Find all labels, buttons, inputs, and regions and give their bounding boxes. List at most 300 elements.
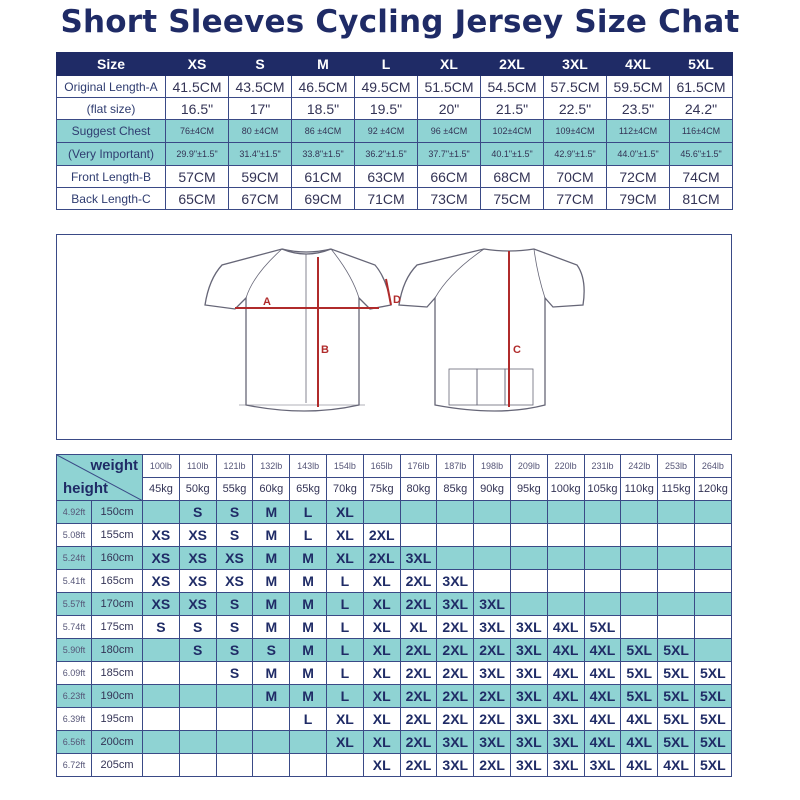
height-ft-cell: 5.90ft <box>57 639 92 662</box>
recommended-size-cell: M <box>290 570 327 593</box>
weight-kg-cell: 100kg <box>547 478 584 501</box>
recommended-size-cell: 2XL <box>363 547 400 570</box>
recommended-size-cell: 4XL <box>547 616 584 639</box>
recommended-size-cell: 5XL <box>694 662 731 685</box>
recommended-size-cell <box>179 754 216 777</box>
weight-lb-cell: 165lb <box>363 455 400 478</box>
recommended-size-cell: 2XL <box>437 662 474 685</box>
size-cell: 43.5CM <box>229 76 292 98</box>
recommended-size-cell: 3XL <box>510 616 547 639</box>
size-row-label: Front Length-B <box>57 166 166 188</box>
recommended-size-cell: 4XL <box>584 708 621 731</box>
recommended-size-cell: M <box>290 639 327 662</box>
recommended-size-cell: M <box>290 685 327 708</box>
recommended-size-cell: 5XL <box>621 662 658 685</box>
weight-lb-cell: 264lb <box>694 455 731 478</box>
recommended-size-cell <box>143 662 180 685</box>
recommended-size-cell: XS <box>143 547 180 570</box>
recommended-size-cell: XS <box>216 570 253 593</box>
corner-cell <box>57 455 143 501</box>
recommended-size-cell: 3XL <box>400 547 437 570</box>
recommended-size-cell <box>474 524 511 547</box>
size-cell: 74CM <box>670 166 733 188</box>
height-cm-cell: 200cm <box>92 731 143 754</box>
size-cell: 73CM <box>418 188 481 210</box>
size-row-label: Back Length-C <box>57 188 166 210</box>
recommended-size-cell: 4XL <box>547 662 584 685</box>
size-cell: 46.5CM <box>292 76 355 98</box>
recommended-size-cell: 3XL <box>474 593 511 616</box>
recommended-size-cell <box>179 731 216 754</box>
recommended-size-cell: 2XL <box>363 524 400 547</box>
recommended-size-cell: 5XL <box>658 639 695 662</box>
recommended-size-cell: 2XL <box>474 708 511 731</box>
size-cell: 44.0"±1.5" <box>607 143 670 166</box>
recommended-size-cell <box>474 501 511 524</box>
recommended-size-cell <box>290 731 327 754</box>
height-cm-cell: 180cm <box>92 639 143 662</box>
recommended-size-cell <box>179 708 216 731</box>
size-row-label: Suggest Chest <box>57 120 166 143</box>
recommended-size-cell: XL <box>363 685 400 708</box>
recommended-size-cell: S <box>179 616 216 639</box>
recommended-size-cell <box>694 547 731 570</box>
recommended-size-cell <box>143 708 180 731</box>
weight-lb-cell: 121lb <box>216 455 253 478</box>
weight-kg-cell: 45kg <box>143 478 180 501</box>
size-header-cell: XL <box>418 53 481 76</box>
size-cell: 59CM <box>229 166 292 188</box>
recommended-size-cell <box>474 547 511 570</box>
recommended-size-cell: XS <box>143 524 180 547</box>
height-row <box>57 708 732 731</box>
recommended-size-cell <box>216 708 253 731</box>
recommended-size-cell: 3XL <box>474 731 511 754</box>
size-cell: 51.5CM <box>418 76 481 98</box>
recommended-size-cell <box>253 754 290 777</box>
weight-kg-row <box>57 478 732 501</box>
size-row <box>57 166 733 188</box>
size-cell: 31.4"±1.5" <box>229 143 292 166</box>
size-cell: 57.5CM <box>544 76 607 98</box>
recommended-size-cell: S <box>216 593 253 616</box>
recommended-size-cell <box>621 593 658 616</box>
recommended-size-cell <box>658 501 695 524</box>
size-cell: 75CM <box>481 188 544 210</box>
recommended-size-cell: L <box>290 501 327 524</box>
recommended-size-cell: 3XL <box>547 731 584 754</box>
recommended-size-cell: 3XL <box>510 685 547 708</box>
recommended-size-cell: XL <box>363 708 400 731</box>
recommended-size-cell: XS <box>143 570 180 593</box>
size-cell: 16.5" <box>166 98 229 120</box>
recommended-size-cell <box>547 501 584 524</box>
weight-kg-cell: 80kg <box>400 478 437 501</box>
height-row <box>57 731 732 754</box>
size-cell: 59.5CM <box>607 76 670 98</box>
recommended-size-cell: S <box>216 662 253 685</box>
recommended-size-cell: 5XL <box>694 708 731 731</box>
height-row <box>57 754 732 777</box>
weight-axis-label: weight <box>90 457 138 474</box>
weight-kg-cell: 60kg <box>253 478 290 501</box>
recommended-size-cell: M <box>253 501 290 524</box>
recommended-size-cell: XL <box>363 639 400 662</box>
recommended-size-cell: L <box>290 524 327 547</box>
size-cell: 24.2" <box>670 98 733 120</box>
label-b: B <box>321 344 329 356</box>
recommended-size-cell: M <box>253 570 290 593</box>
size-row <box>57 76 733 98</box>
recommended-size-cell <box>143 754 180 777</box>
size-cell: 61.5CM <box>670 76 733 98</box>
recommended-size-cell: 2XL <box>400 662 437 685</box>
recommended-size-cell: L <box>326 685 363 708</box>
recommended-size-cell <box>179 685 216 708</box>
size-row <box>57 188 733 210</box>
recommended-size-cell <box>474 570 511 593</box>
weight-kg-cell: 105kg <box>584 478 621 501</box>
recommended-size-cell: 4XL <box>621 731 658 754</box>
recommended-size-cell <box>658 524 695 547</box>
size-cell: 20" <box>418 98 481 120</box>
size-cell: 63CM <box>355 166 418 188</box>
recommended-size-cell <box>510 593 547 616</box>
height-cm-cell: 155cm <box>92 524 143 547</box>
height-weight-table <box>56 454 732 777</box>
size-cell: 21.5" <box>481 98 544 120</box>
recommended-size-cell: S <box>216 524 253 547</box>
recommended-size-cell: L <box>326 639 363 662</box>
weight-lb-cell: 100lb <box>143 455 180 478</box>
recommended-size-cell: M <box>253 524 290 547</box>
recommended-size-cell: 5XL <box>694 685 731 708</box>
size-row-label: (flat size) <box>57 98 166 120</box>
recommended-size-cell <box>143 685 180 708</box>
size-cell: 71CM <box>355 188 418 210</box>
recommended-size-cell <box>621 501 658 524</box>
recommended-size-cell: 4XL <box>584 639 621 662</box>
height-row <box>57 570 732 593</box>
recommended-size-cell <box>658 570 695 593</box>
size-cell: 45.6"±1.5" <box>670 143 733 166</box>
recommended-size-cell: XL <box>363 616 400 639</box>
size-cell: 69CM <box>292 188 355 210</box>
height-cm-cell: 190cm <box>92 685 143 708</box>
height-ft-cell: 5.24ft <box>57 547 92 570</box>
weight-kg-cell: 50kg <box>179 478 216 501</box>
height-row <box>57 639 732 662</box>
size-cell: 23.5" <box>607 98 670 120</box>
size-cell: 81CM <box>670 188 733 210</box>
height-row <box>57 524 732 547</box>
weight-kg-cell: 70kg <box>326 478 363 501</box>
recommended-size-cell <box>584 593 621 616</box>
recommended-size-cell: 5XL <box>694 754 731 777</box>
size-cell: 40.1"±1.5" <box>481 143 544 166</box>
weight-lb-cell: 198lb <box>474 455 511 478</box>
recommended-size-cell: XS <box>179 547 216 570</box>
weight-lb-cell: 253lb <box>658 455 695 478</box>
size-cell: 109±4CM <box>544 120 607 143</box>
weight-kg-cell: 95kg <box>510 478 547 501</box>
size-row <box>57 98 733 120</box>
size-cell: 116±4CM <box>670 120 733 143</box>
recommended-size-cell: 2XL <box>400 708 437 731</box>
recommended-size-cell: M <box>290 593 327 616</box>
height-cm-cell: 150cm <box>92 501 143 524</box>
size-cell: 79CM <box>607 188 670 210</box>
size-cell: 67CM <box>229 188 292 210</box>
recommended-size-cell: 5XL <box>658 708 695 731</box>
recommended-size-cell: 4XL <box>621 754 658 777</box>
recommended-size-cell: 3XL <box>547 708 584 731</box>
recommended-size-cell: 5XL <box>658 685 695 708</box>
size-cell: 92 ±4CM <box>355 120 418 143</box>
weight-lb-cell: 154lb <box>326 455 363 478</box>
recommended-size-cell: 4XL <box>584 685 621 708</box>
recommended-size-cell <box>510 547 547 570</box>
recommended-size-cell: 4XL <box>584 662 621 685</box>
recommended-size-cell: XS <box>216 547 253 570</box>
size-cell: 68CM <box>481 166 544 188</box>
recommended-size-cell: 4XL <box>658 754 695 777</box>
height-cm-cell: 170cm <box>92 593 143 616</box>
recommended-size-cell <box>510 524 547 547</box>
weight-lb-cell: 231lb <box>584 455 621 478</box>
recommended-size-cell <box>621 524 658 547</box>
recommended-size-cell <box>658 616 695 639</box>
recommended-size-cell <box>437 501 474 524</box>
weight-lb-cell: 110lb <box>179 455 216 478</box>
weight-kg-cell: 90kg <box>474 478 511 501</box>
size-header-cell: M <box>292 53 355 76</box>
height-ft-cell: 6.39ft <box>57 708 92 731</box>
recommended-size-cell <box>400 501 437 524</box>
front-jersey-icon <box>205 249 391 411</box>
height-ft-cell: 6.56ft <box>57 731 92 754</box>
recommended-size-cell: 5XL <box>694 731 731 754</box>
height-row <box>57 616 732 639</box>
size-cell: 70CM <box>544 166 607 188</box>
recommended-size-cell: XL <box>363 593 400 616</box>
recommended-size-cell <box>510 570 547 593</box>
recommended-size-cell: 3XL <box>510 754 547 777</box>
recommended-size-cell: M <box>253 616 290 639</box>
recommended-size-cell <box>510 501 547 524</box>
recommended-size-cell: 2XL <box>437 639 474 662</box>
size-header-cell: S <box>229 53 292 76</box>
recommended-size-cell: XL <box>363 570 400 593</box>
recommended-size-cell: M <box>290 662 327 685</box>
height-row <box>57 685 732 708</box>
size-header-cell: 3XL <box>544 53 607 76</box>
size-row-label: Original Length-A <box>57 76 166 98</box>
recommended-size-cell: 3XL <box>437 570 474 593</box>
weight-lb-cell: 220lb <box>547 455 584 478</box>
recommended-size-cell: 3XL <box>437 731 474 754</box>
recommended-size-cell <box>658 547 695 570</box>
height-ft-cell: 5.57ft <box>57 593 92 616</box>
size-cell: 33.8"±1.5" <box>292 143 355 166</box>
height-cm-cell: 165cm <box>92 570 143 593</box>
recommended-size-cell: 4XL <box>547 685 584 708</box>
recommended-size-cell: M <box>253 593 290 616</box>
recommended-size-cell: S <box>216 639 253 662</box>
recommended-size-cell: 2XL <box>437 685 474 708</box>
size-row <box>57 120 733 143</box>
recommended-size-cell: 2XL <box>400 639 437 662</box>
height-ft-cell: 6.23ft <box>57 685 92 708</box>
size-header-label: Size <box>57 53 166 76</box>
recommended-size-cell: 3XL <box>437 593 474 616</box>
recommended-size-cell: M <box>253 547 290 570</box>
page-title: Short Sleeves Cycling Jersey Size Chat <box>60 4 740 40</box>
recommended-size-cell: 2XL <box>474 754 511 777</box>
size-cell: 76±4CM <box>166 120 229 143</box>
size-cell: 54.5CM <box>481 76 544 98</box>
size-cell: 102±4CM <box>481 120 544 143</box>
recommended-size-cell <box>547 524 584 547</box>
recommended-size-cell <box>694 570 731 593</box>
recommended-size-cell <box>694 616 731 639</box>
size-cell: 41.5CM <box>166 76 229 98</box>
recommended-size-cell: 5XL <box>658 662 695 685</box>
height-cm-cell: 160cm <box>92 547 143 570</box>
recommended-size-cell <box>547 570 584 593</box>
height-ft-cell: 4.92ft <box>57 501 92 524</box>
recommended-size-cell <box>437 547 474 570</box>
recommended-size-cell: 4XL <box>584 731 621 754</box>
recommended-size-cell <box>621 547 658 570</box>
recommended-size-cell <box>179 662 216 685</box>
recommended-size-cell: M <box>290 616 327 639</box>
recommended-size-cell: 3XL <box>510 708 547 731</box>
weight-lb-cell: 242lb <box>621 455 658 478</box>
recommended-size-cell <box>363 501 400 524</box>
recommended-size-cell: 5XL <box>584 616 621 639</box>
recommended-size-cell: 4XL <box>621 708 658 731</box>
size-cell: 65CM <box>166 188 229 210</box>
recommended-size-cell <box>216 754 253 777</box>
size-cell: 18.5" <box>292 98 355 120</box>
weight-lb-cell: 209lb <box>510 455 547 478</box>
size-header-cell: 4XL <box>607 53 670 76</box>
recommended-size-cell <box>400 524 437 547</box>
recommended-size-cell: 5XL <box>658 731 695 754</box>
size-cell: 22.5" <box>544 98 607 120</box>
recommended-size-cell: XS <box>143 593 180 616</box>
height-row <box>57 593 732 616</box>
recommended-size-cell: S <box>253 639 290 662</box>
recommended-size-cell: 2XL <box>400 731 437 754</box>
recommended-size-cell <box>143 639 180 662</box>
weight-kg-cell: 65kg <box>290 478 327 501</box>
recommended-size-cell <box>694 501 731 524</box>
recommended-size-cell: 5XL <box>621 685 658 708</box>
recommended-size-cell: 3XL <box>547 754 584 777</box>
size-cell: 96 ±4CM <box>418 120 481 143</box>
weight-kg-cell: 120kg <box>694 478 731 501</box>
recommended-size-cell: 3XL <box>584 754 621 777</box>
size-cell: 80 ±4CM <box>229 120 292 143</box>
label-c: C <box>513 344 521 356</box>
height-cm-cell: 205cm <box>92 754 143 777</box>
measure-line-d <box>386 279 391 305</box>
recommended-size-cell <box>658 593 695 616</box>
recommended-size-cell <box>584 570 621 593</box>
height-row <box>57 501 732 524</box>
recommended-size-cell: XS <box>179 570 216 593</box>
size-header-cell: 2XL <box>481 53 544 76</box>
recommended-size-cell <box>547 593 584 616</box>
weight-kg-cell: 110kg <box>621 478 658 501</box>
recommended-size-cell <box>216 731 253 754</box>
height-cm-cell: 175cm <box>92 616 143 639</box>
height-cm-cell: 195cm <box>92 708 143 731</box>
recommended-size-cell: M <box>253 662 290 685</box>
size-cell: 42.9"±1.5" <box>544 143 607 166</box>
size-cell: 77CM <box>544 188 607 210</box>
recommended-size-cell: 2XL <box>400 593 437 616</box>
size-cell: 49.5CM <box>355 76 418 98</box>
size-header-cell: 5XL <box>670 53 733 76</box>
recommended-size-cell <box>143 731 180 754</box>
recommended-size-cell <box>253 731 290 754</box>
size-cell: 112±4CM <box>607 120 670 143</box>
recommended-size-cell: XL <box>326 708 363 731</box>
size-row-label: (Very Important) <box>57 143 166 166</box>
recommended-size-cell: 2XL <box>437 708 474 731</box>
size-cell: 57CM <box>166 166 229 188</box>
weight-lb-row <box>57 455 732 478</box>
recommended-size-cell: S <box>216 501 253 524</box>
recommended-size-cell: S <box>216 616 253 639</box>
recommended-size-cell: S <box>179 639 216 662</box>
size-cell: 72CM <box>607 166 670 188</box>
recommended-size-cell: 5XL <box>621 639 658 662</box>
size-cell: 61CM <box>292 166 355 188</box>
back-jersey-icon <box>399 249 584 411</box>
recommended-size-cell: M <box>290 547 327 570</box>
recommended-size-cell: 3XL <box>510 731 547 754</box>
recommended-size-cell: 3XL <box>474 616 511 639</box>
recommended-size-cell: 2XL <box>437 616 474 639</box>
height-ft-cell: 5.74ft <box>57 616 92 639</box>
recommended-size-cell <box>621 616 658 639</box>
recommended-size-cell: XL <box>326 501 363 524</box>
size-table <box>56 52 733 210</box>
height-row <box>57 662 732 685</box>
recommended-size-cell <box>584 524 621 547</box>
recommended-size-cell: 4XL <box>547 639 584 662</box>
size-cell: 17" <box>229 98 292 120</box>
size-header-cell: L <box>355 53 418 76</box>
height-cm-cell: 185cm <box>92 662 143 685</box>
recommended-size-cell <box>216 685 253 708</box>
recommended-size-cell: S <box>179 501 216 524</box>
recommended-size-cell: XL <box>363 731 400 754</box>
recommended-size-cell: L <box>326 616 363 639</box>
recommended-size-cell <box>584 547 621 570</box>
recommended-size-cell: 3XL <box>437 754 474 777</box>
recommended-size-cell: L <box>326 593 363 616</box>
recommended-size-cell: L <box>326 662 363 685</box>
recommended-size-cell: L <box>326 570 363 593</box>
size-cell: 29.9"±1.5" <box>166 143 229 166</box>
height-ft-cell: 6.72ft <box>57 754 92 777</box>
weight-lb-cell: 132lb <box>253 455 290 478</box>
